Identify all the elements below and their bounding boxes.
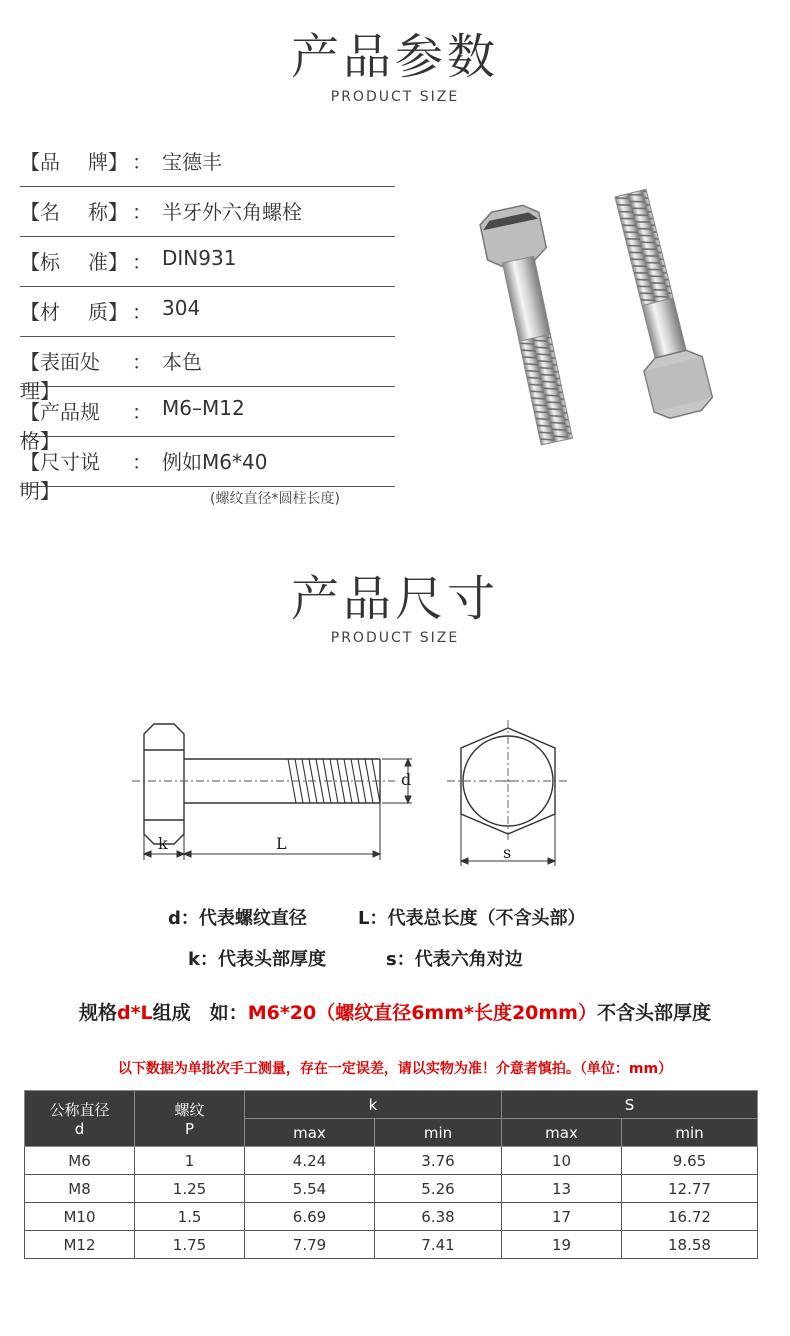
cell-d: M12: [25, 1231, 135, 1259]
param-sep: ：: [132, 300, 152, 324]
cell-p: 1: [135, 1147, 245, 1175]
param-label: 【标: [20, 250, 60, 274]
table-row: [25, 1175, 758, 1203]
cell-smax: 10: [502, 1147, 622, 1175]
param-label: 牌】: [88, 150, 128, 174]
header-s-min: min: [622, 1119, 758, 1147]
cell-kmin: 6.38: [375, 1203, 502, 1231]
param-sep: ：: [132, 150, 152, 174]
header-k-min: min: [375, 1119, 502, 1147]
param-sep: ：: [132, 350, 152, 374]
param-value: 本色: [162, 350, 202, 374]
cell-p: 1.5: [135, 1203, 245, 1231]
param-label: 【品: [20, 150, 60, 174]
section-subtitle-dimensions: PRODUCT SIZE: [330, 630, 460, 646]
spec-prefix: 规格: [79, 1002, 118, 1024]
header-s-max: max: [502, 1119, 622, 1147]
param-row-spec: [20, 386, 395, 453]
param-label: 【产品规格】: [20, 400, 100, 453]
cell-kmin: 7.41: [375, 1231, 502, 1259]
header-k: k: [245, 1091, 502, 1119]
legend-s: s：代表六角对边: [386, 949, 523, 970]
cell-kmin: 3.76: [375, 1147, 502, 1175]
cell-smax: 13: [502, 1175, 622, 1203]
cell-d: M8: [25, 1175, 135, 1203]
param-value: 例如M6*40: [162, 450, 268, 474]
header-diameter: 公称直径 d: [25, 1091, 135, 1147]
header-pitch: 螺纹 P: [135, 1091, 245, 1147]
section-subtitle-params: PRODUCT SIZE: [330, 89, 460, 105]
param-row-standard: [20, 236, 395, 287]
spec-mid: 组成 如：: [152, 1002, 248, 1024]
param-row-surface: [20, 336, 395, 403]
bolt-image-1: [478, 203, 586, 448]
param-label: 称】: [88, 200, 128, 224]
spec-formula: d*L: [117, 1002, 153, 1024]
bolt-image-2: [601, 186, 714, 422]
cell-kmin: 5.26: [375, 1175, 502, 1203]
label-s: s: [503, 843, 512, 862]
cell-kmax: 6.69: [245, 1203, 375, 1231]
cell-smax: 17: [502, 1203, 622, 1231]
param-sep: ：: [132, 450, 152, 474]
label-d: d: [401, 770, 412, 789]
table-row: [25, 1231, 758, 1259]
section-title-dimensions: 产品尺寸: [290, 571, 499, 627]
param-value: DIN931: [162, 246, 237, 270]
legend-L: L：代表总长度（不含头部）: [358, 908, 586, 929]
param-label: 【名: [20, 200, 60, 224]
param-value: 半牙外六角螺栓: [162, 200, 302, 224]
measurement-warning: 以下数据为单批次手工测量，存在一定误差，请以实物为准！介意者慎拍。（单位：mm）: [117, 1061, 673, 1077]
param-row-material: [20, 286, 395, 337]
cell-smin: 16.72: [622, 1203, 758, 1231]
param-label: 【表面处理】: [20, 350, 100, 403]
spec-example-value: M6*20（螺纹直径6mm*长度20mm）: [247, 1002, 597, 1024]
cell-p: 1.75: [135, 1231, 245, 1259]
cell-p: 1.25: [135, 1175, 245, 1203]
param-label: 【材: [20, 300, 60, 324]
spec-suffix: 不含头部厚度: [596, 1002, 711, 1024]
param-sep: ：: [132, 200, 152, 224]
size-note: (螺纹直径*圆柱长度): [210, 491, 340, 507]
bolt-dimension-diagram: [120, 712, 640, 872]
param-sep: ：: [132, 400, 152, 424]
table-row: [25, 1203, 758, 1231]
param-label: 质】: [88, 300, 128, 324]
param-row-brand: [20, 136, 395, 187]
param-sep: ：: [132, 250, 152, 274]
section-title-params: 产品参数: [290, 29, 499, 85]
legend-d: d：代表螺纹直径: [168, 908, 307, 929]
param-label: 【尺寸说明】: [20, 450, 100, 503]
cell-smin: 12.77: [622, 1175, 758, 1203]
cell-kmax: 7.79: [245, 1231, 375, 1259]
param-value: M6–M12: [162, 396, 245, 420]
legend-k: k：代表头部厚度: [188, 949, 326, 970]
dimension-table: [24, 1090, 758, 1259]
header-s: S: [502, 1091, 758, 1119]
cell-d: M6: [25, 1147, 135, 1175]
cell-kmax: 4.24: [245, 1147, 375, 1175]
cell-smin: 18.58: [622, 1231, 758, 1259]
label-L: L: [276, 834, 287, 853]
spec-example: [0, 998, 790, 1025]
label-k: k: [158, 834, 168, 853]
cell-smin: 9.65: [622, 1147, 758, 1175]
cell-d: M10: [25, 1203, 135, 1231]
param-label: 准】: [88, 250, 128, 274]
param-value: 宝德丰: [162, 150, 222, 174]
cell-kmax: 5.54: [245, 1175, 375, 1203]
param-row-name: [20, 186, 395, 237]
table-row: [25, 1147, 758, 1175]
product-photo: [430, 185, 760, 475]
param-value: 304: [162, 296, 201, 320]
cell-smax: 19: [502, 1231, 622, 1259]
header-k-max: max: [245, 1119, 375, 1147]
